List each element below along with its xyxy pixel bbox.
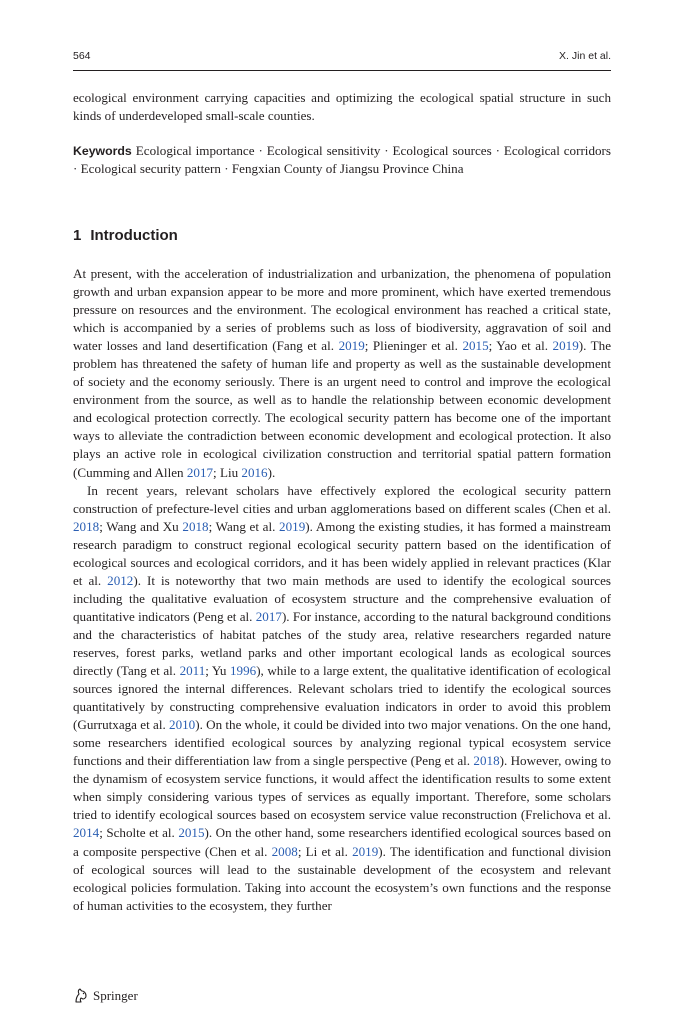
header-rule — [73, 70, 611, 71]
citation-link[interactable]: 2017 — [186, 464, 214, 480]
abstract-tail — [73, 89, 611, 125]
publisher-name: Springer — [93, 987, 138, 1003]
publisher-footer — [73, 987, 138, 1004]
citation-link[interactable]: 2011 — [179, 663, 206, 679]
springer-horse-icon — [73, 987, 89, 1004]
citation-link[interactable]: 2015 — [178, 825, 205, 841]
citation-link[interactable]: 2018 — [182, 518, 209, 534]
section-heading — [73, 227, 178, 244]
abstract-tail-text: ecological environment carrying capacities and optimizing the ecological spatial structure in such kinds of underdeveloped small-scale counties. — [73, 90, 611, 124]
keywords-label: Keywords — [73, 144, 132, 158]
paragraph-2: In recent years, relevant scholars have effectively explored the ecological security pattern construction of prefecture-level cities and urban agglomerations based on different scales (Chen et al. 2018; Wang and Xu 2018; Wang et al. 2019). Among the existing studies, it has formed a mainstream research paradigm to construct regional ecological security pattern based on the identification of ecological sources and ecological corridors, and it has been widely applied in relevant practices (Klar et al. 2012). It is noteworthy that two main methods are used to identify the ecological sources including the qualitative evaluation of ecosystem structure and the comprehensive evaluation of quantitative indicators (Peng et al. 2017). For instance, according to the natural background conditions and the characteristics of habitat patches of the study area, relative researchers regarded nature reserves, forest parks, wetland parks and other important ecological lands as ecological sources directly (Tang et al. 2011; Yu 1996), while to a large extent, the qualitative identification of ecological sources ignored the internal differences. Relevant scholars tried to identify the ecological sources quantitatively by constructing comprehensive evaluation indicators in order to avoid this problem (Gurrutxaga et al. 2010). On the whole, it could be divided into two major venations. On the one hand, some researchers identified ecological sources by analyzing regional typical ecosystem service functions and their differentiation law from a single perspective (Peng et al. 2018). However, owing to the dynamism of ecosystem service functions, it would affect the identification results to some extent when simply considering various types of services as equally important. Therefore, some scholars tried to identify ecological sources based on ecosystem service value reconstruction (Frelichova et al. 2014; Scholte et al. 2015). On the other hand, some researchers identified ecological sources based on a composite perspective (Chen et al. 2008; Li et al. 2019). The identification and functional division of ecological sources will lead to the sustainable development of the ecosystem and relevant ecological policies formulation. Taking into account the ecosystem’s own functions and the response of human activities to the ecosystem, they further — [73, 482, 612, 913]
section-number: 1 — [73, 227, 82, 244]
citation-link[interactable]: 2016 — [241, 464, 268, 480]
paragraph-1: At present, with the acceleration of industrialization and urbanization, the phenomena of population growth and urban expansion appear to be more and more prominent, which have exerted tremendous pressure on resources and the environment. The ecological environment has reached a critical state, which is accompanied by a series of problems such as loss of biodiversity, aggravation of soil and water losses and land desertification (Fang et al. 2019; Plieninger et al. 2015; Yao et al. 2019). The problem has threatened the safety of human life and property as well as the sustainable development of society and the economy seriously. There is an urgent need to control and improve the ecological environment from the source, as well as to handle the relationship between economic development and ecological protection correctly. The ecological security pattern has become one of the important ways to alleviate the contradiction between economic development and ecological protection. It also plays an active role in ecological civilization construction and territorial spatial pattern formation (Cumming and Allen 2017; Liu 2016). — [73, 266, 612, 480]
citation-link[interactable]: 2014 — [73, 825, 100, 841]
citation-link[interactable]: 2019 — [352, 843, 379, 859]
keywords-block — [73, 142, 611, 178]
citation-link[interactable]: 2018 — [73, 518, 100, 534]
citation-link[interactable]: 2019 — [552, 338, 579, 354]
keywords-text: Ecological importance · Ecological sensitivity · Ecological sources · Ecological corridors · Ecological security pattern · Fengxian County of Jiangsu Province China — [73, 143, 611, 177]
citation-link[interactable]: 2012 — [107, 572, 134, 588]
citation-link[interactable]: 2017 — [255, 608, 282, 624]
introduction-body — [73, 265, 611, 915]
citation-link[interactable]: 2015 — [462, 338, 489, 354]
citation-link[interactable]: 1996 — [230, 663, 257, 679]
citation-link[interactable]: 2018 — [473, 753, 500, 769]
running-head-authors: X. Jin et al. — [559, 50, 611, 62]
section-title: Introduction — [90, 227, 178, 244]
citation-link[interactable]: 2008 — [271, 843, 298, 859]
citation-link[interactable]: 2010 — [169, 717, 196, 733]
citation-link[interactable]: 2019 — [338, 338, 365, 354]
page-number: 564 — [73, 50, 91, 62]
citation-link[interactable]: 2019 — [279, 518, 306, 534]
